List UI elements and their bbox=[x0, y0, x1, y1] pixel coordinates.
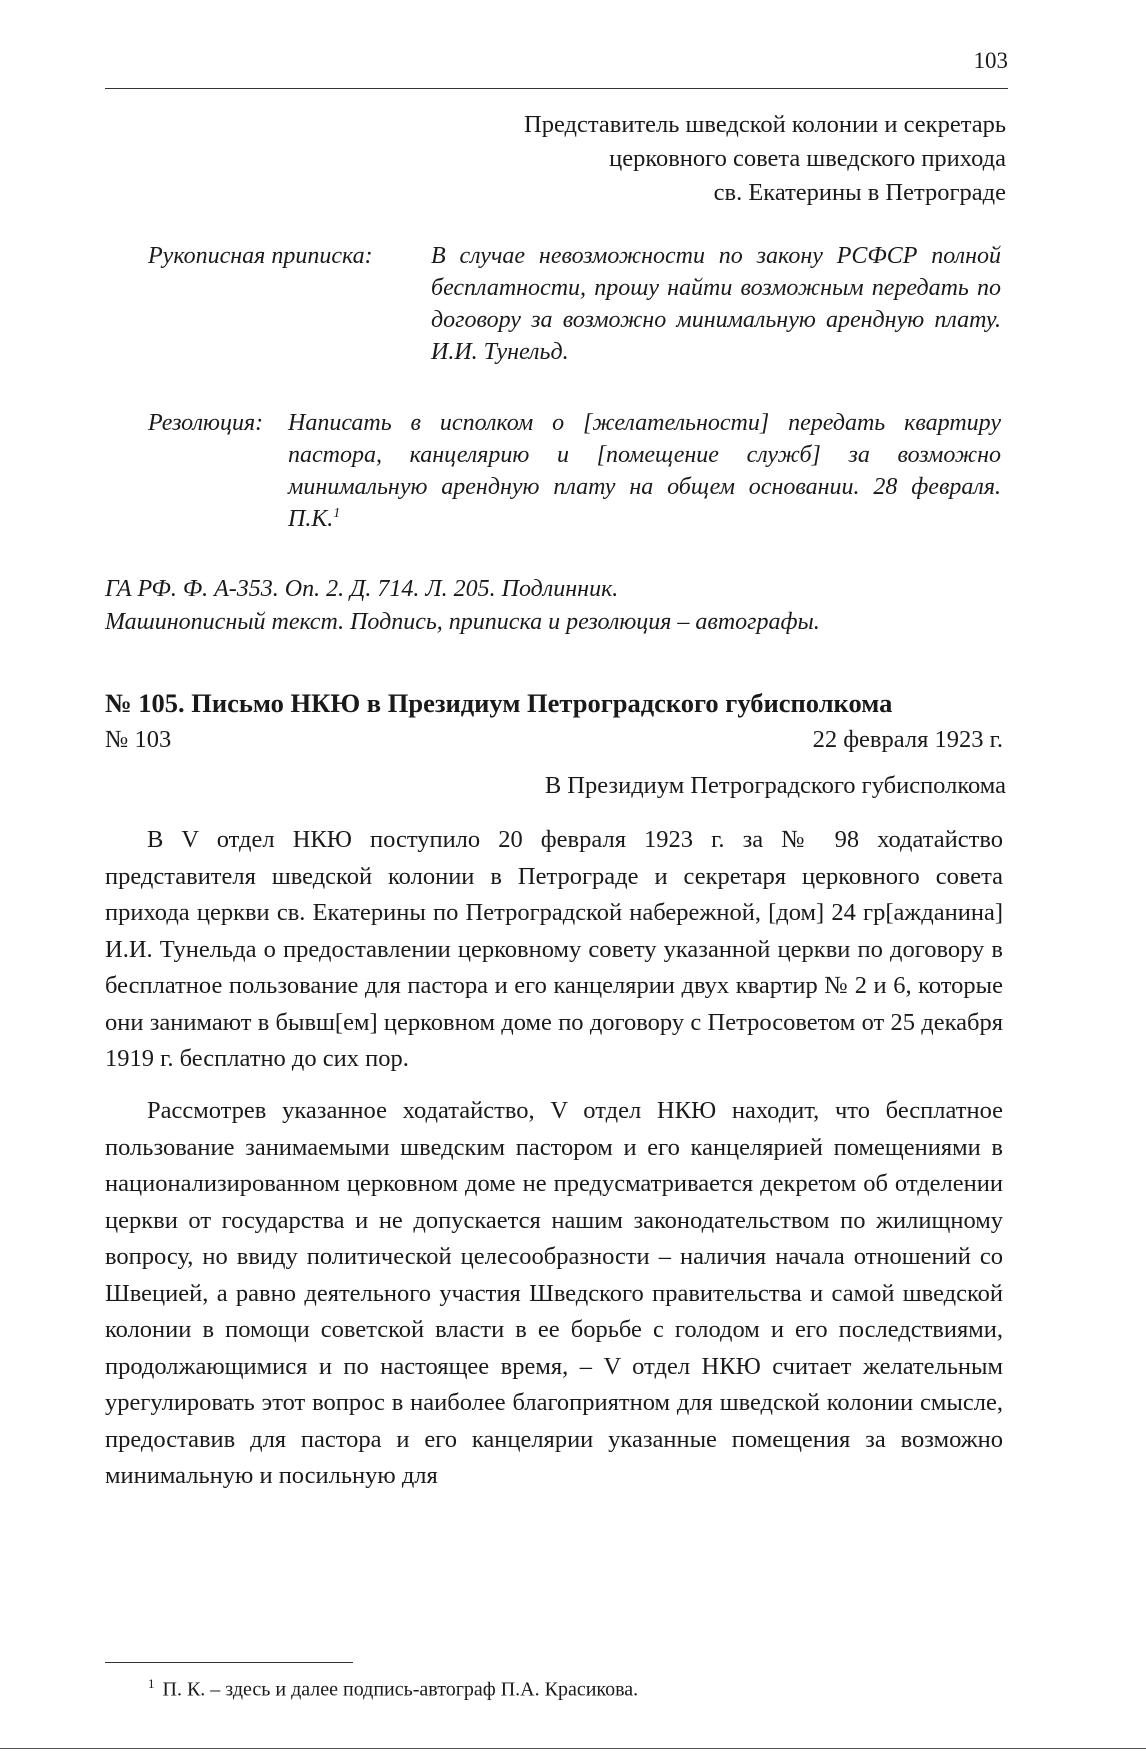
handwritten-note-label: Рукописная приписка: bbox=[148, 243, 373, 269]
signature-block bbox=[524, 108, 1006, 210]
footnote-number: 1 bbox=[148, 1676, 155, 1691]
body-paragraph bbox=[105, 1093, 1003, 1495]
handwritten-note-text: В случае невозможности по закону РСФСР полной бесплатности, прошу найти возможным передать по договору за возможно минимальную арендную плату. И.И. Тунельд. bbox=[431, 243, 1001, 365]
document-number: № 103 bbox=[105, 726, 172, 753]
signature-line: церковного совета шведского прихода bbox=[609, 145, 1006, 172]
resolution-body: Написать в исполком о [желательности] передать квартиру пастора, канцелярию и [помещение служб] за возможно минимальную арендную плату на общем основании. 28 февраля. П.К. bbox=[288, 410, 1001, 532]
footnote-text: П. К. – здесь и далее подпись-автограф П.А. Красикова. bbox=[162, 1678, 639, 1701]
footnote-mark: 1 bbox=[333, 506, 341, 521]
footnote bbox=[148, 1676, 638, 1702]
paragraph-text: Рассмотрев указанное ходатайство, V отдел НКЮ находит, что бесплатное пользование занимаемыми шведским пастором и его канцелярией помещениями в национализированном церковном доме не предусматривается декретом об отделении церкви от государства и не допускается нашим законодательством по жилищному вопросу, но ввиду политической целесообразности – наличия начала отношений со Швецией, а равно деятельного участия Шведского правительства и самой шведской колонии в помощи советской власти в ее борьбе с голодом и его последствиями, продолжающимися и по настоящее время, – V отдел НКЮ считает желательным урегулировать этот вопрос в наиболее благоприятном для шведской колонии смысле, предоставив для пастора и его канцелярии указанные помещения за возможно минимальную и посильную для bbox=[105, 1097, 1003, 1489]
footnote-rule bbox=[105, 1662, 353, 1663]
document-meta bbox=[105, 726, 1003, 754]
bottom-rule bbox=[0, 1748, 1146, 1749]
signature-line: св. Екатерины в Петрограде bbox=[713, 179, 1006, 206]
resolution-label: Резолюция: bbox=[148, 410, 264, 436]
body-paragraph bbox=[105, 822, 1003, 1078]
resolution-text bbox=[288, 407, 1001, 535]
paragraph-text: В V отдел НКЮ поступило 20 февраля 1923 г. за № 98 ходатайство представителя шведской колонии в Петрограде и секретаря церковного совета прихода церкви св. Екатерины по Петроградской набережной, [дом] 24 гр[ажданина] И.И. Тунельда о предоставлении церковному совету указанной церкви по договору в бесплатное пользование для пастора и его канцелярии двух квартир № 2 и 6, которые они занимают в бывш[ем] церковном доме по договору с Петросоветом от 25 декабря 1919 г. бесплатно до сих пор. bbox=[105, 826, 1003, 1072]
document-title: № 105. Письмо НКЮ в Президиум Петроградского губисполкома bbox=[105, 688, 893, 718]
page-number: 103 bbox=[973, 48, 1008, 73]
header-rule bbox=[105, 88, 1008, 89]
archive-line: ГА РФ. Ф. А-353. Оп. 2. Д. 714. Л. 205. Подлинник. bbox=[105, 576, 619, 602]
document-date: 22 февраля 1923 г. bbox=[812, 726, 1003, 753]
archive-line: Машинописный текст. Подпись, приписка и резолюция – автографы. bbox=[105, 609, 820, 635]
signature-line: Представитель шведской колонии и секретарь bbox=[524, 111, 1006, 138]
addressee: В Президиум Петроградского губисполкома bbox=[544, 772, 1006, 799]
